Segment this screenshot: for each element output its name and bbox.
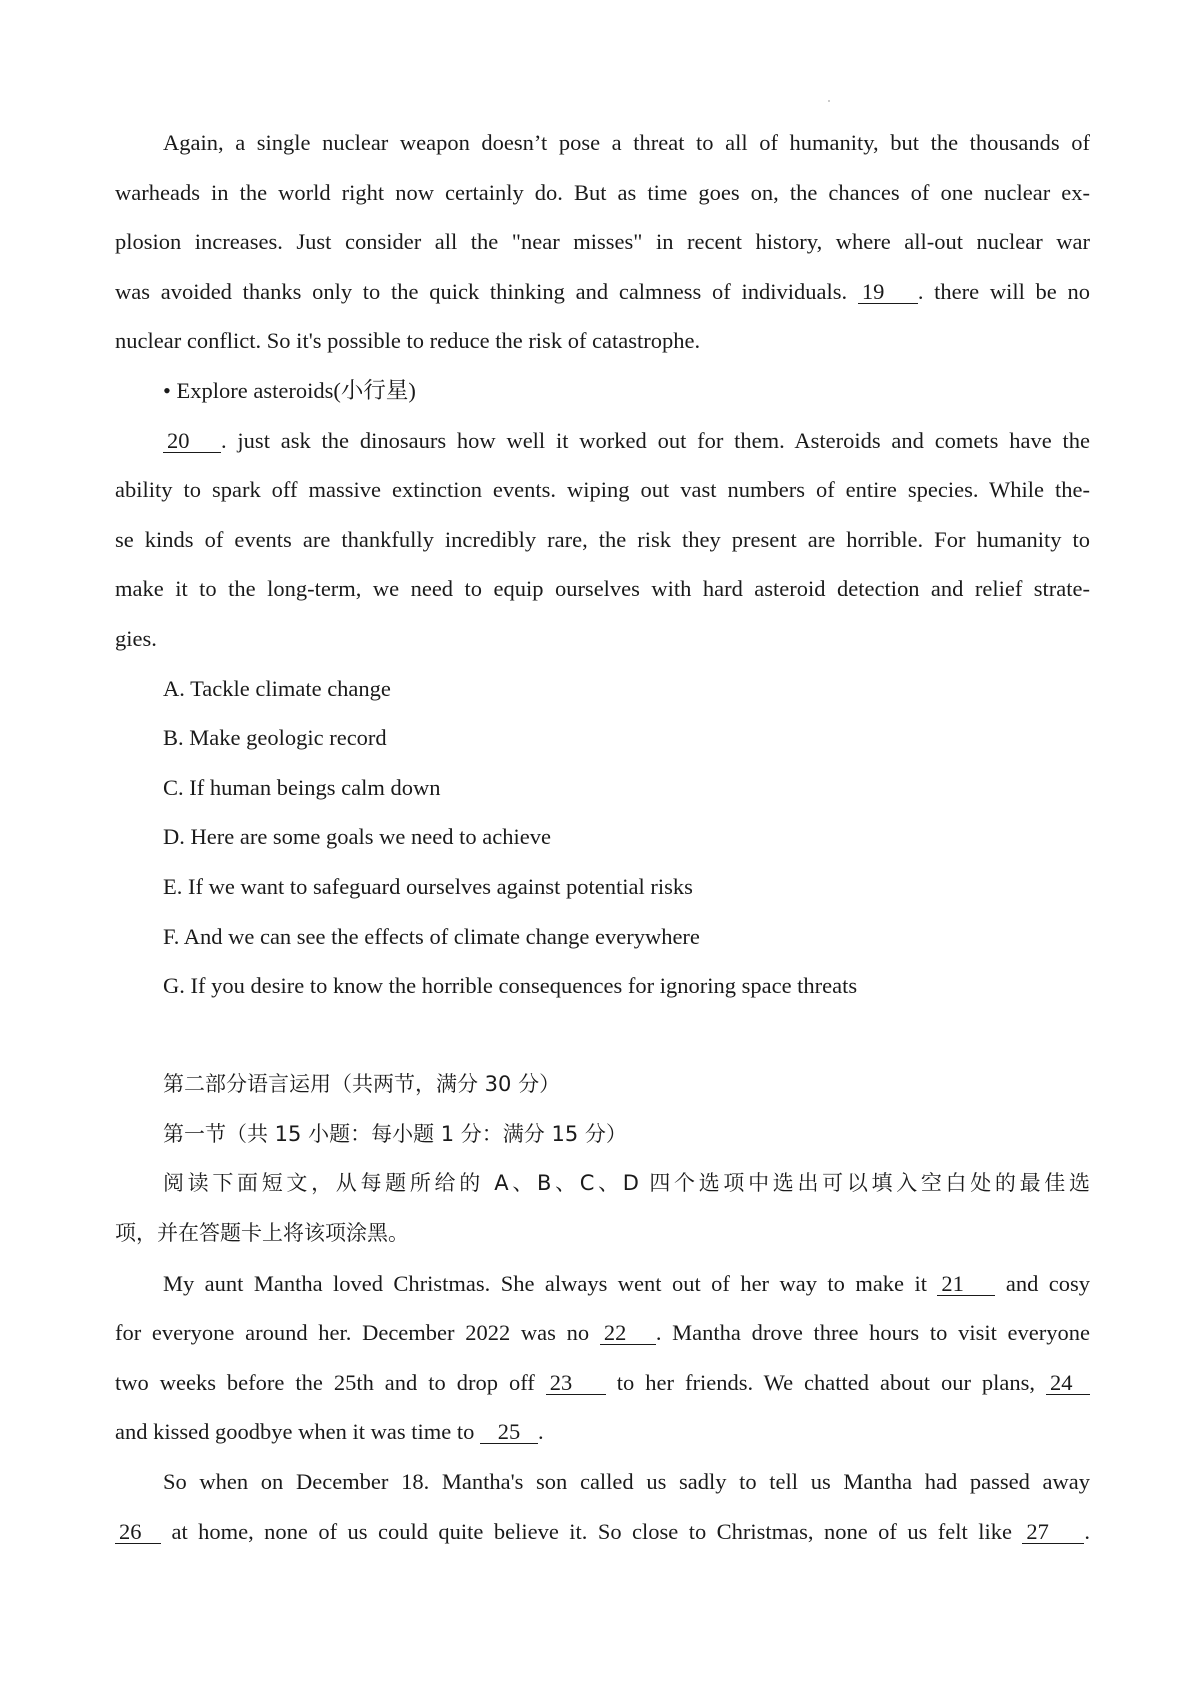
paragraph-1-line-5: nuclear conflict. So it's possible to reduce the risk of catastrophe. xyxy=(115,328,701,354)
paragraph-4-line-2 xyxy=(115,1507,1090,1557)
option-f: F. And we can see the effects of climate change everywhere xyxy=(163,923,700,949)
paragraph-3-line-3 xyxy=(115,1358,1090,1408)
paragraph-3-line-1-tail: and cosy xyxy=(1005,1270,1091,1296)
spacer xyxy=(115,1011,1090,1061)
paragraph-2-line-2: ability to spark off massive extinction events. wiping out vast numbers of entire species. While the- xyxy=(115,477,1090,503)
option-b: B. Make geologic record xyxy=(163,725,387,751)
option-g: G. If you desire to know the horrible consequences for ignoring space threats xyxy=(163,973,858,999)
paragraph-2-line-1 xyxy=(115,416,1090,466)
paragraph-1-line-1: Again, a single nuclear weapon doesn’t pose a threat to all of humanity, but the thousands of xyxy=(163,130,1090,155)
paragraph-3-line-4-tail: . xyxy=(537,1419,544,1445)
instructions-line-1: 阅读下面短文，从每题所给的 A、B、C、D 四个选项中选出可以填入空白处的最佳选 xyxy=(163,1171,1090,1196)
blank-19[interactable]: 19 xyxy=(858,281,918,304)
paragraph-1-line-3: plosion increases. Just consider all the "near misses" in recent history, where all-out nuclear war xyxy=(115,229,1090,255)
exam-page xyxy=(115,118,1090,1556)
paragraph-3-line-2-tail: . Mantha drove three hours to visit everyone xyxy=(655,1320,1090,1346)
paragraph-3-line-3-tail: to her friends. We chatted about our plans, xyxy=(616,1369,1036,1395)
paragraph-4-line-2-text: at home, none of us could quite believe it. So close to Christmas, none of us felt like xyxy=(171,1518,1012,1544)
instructions-line-2: 项，并在答题卡上将该项涂黑。 xyxy=(115,1221,409,1246)
option-c: C. If human beings calm down xyxy=(163,774,441,800)
paragraph-1-line-4-tail: . there will be no xyxy=(917,278,1090,304)
option-d: D. Here are some goals we need to achieve xyxy=(163,824,551,850)
blank-22[interactable]: 22 xyxy=(600,1322,656,1345)
paragraph-3-line-4 xyxy=(115,1407,1090,1457)
paragraph-2-line-4: make it to the long-term, we need to equip ourselves with hard asteroid detection and relief strate- xyxy=(115,576,1090,602)
paragraph-2-line-5: gies. xyxy=(115,625,157,651)
option-a: A. Tackle climate change xyxy=(163,675,391,701)
paragraph-1-line-4 xyxy=(115,267,1090,317)
section-1-title: 第一节（共 15 小题：每小题 1 分：满分 15 分） xyxy=(163,1121,627,1146)
blank-24[interactable]: 24 xyxy=(1046,1372,1090,1395)
paragraph-2-line-3: se kinds of events are thankfully incredibly rare, the risk they present are horrible. For humanity to xyxy=(115,526,1090,552)
paragraph-4-line-2-tail: . xyxy=(1084,1518,1091,1544)
section-heading-asteroids: • Explore asteroids(小行星) xyxy=(163,377,416,403)
blank-21[interactable]: 21 xyxy=(937,1273,995,1296)
blank-20[interactable]: 20 xyxy=(163,430,221,453)
blank-23[interactable]: 23 xyxy=(546,1372,606,1395)
paragraph-1-line-4-text: was avoided thanks only to the quick thinking and calmness of individuals. xyxy=(115,278,848,304)
paragraph-2-line-1-text: . just ask the dinosaurs how well it worked out for them. Asteroids and comets have the xyxy=(221,427,1090,453)
paragraph-3-line-4-text: and kissed goodbye when it was time to xyxy=(115,1419,475,1445)
option-e: E. If we want to safeguard ourselves against potential risks xyxy=(163,873,693,899)
scan-speck xyxy=(828,100,830,102)
paragraph-3-line-1 xyxy=(115,1259,1090,1309)
part-2-title: 第二部分语言运用（共两节，满分 30 分） xyxy=(163,1072,561,1097)
paragraph-3-line-2 xyxy=(115,1308,1090,1358)
blank-26[interactable]: 26 xyxy=(115,1521,161,1544)
paragraph-1-line-2: warheads in the world right now certainly do. But as time goes on, the chances of one nuclear ex- xyxy=(115,179,1090,205)
paragraph-3-line-1-text: My aunt Mantha loved Christmas. She always went out of her way to make it xyxy=(163,1270,927,1296)
paragraph-3-line-2-text: for everyone around her. December 2022 was no xyxy=(115,1320,590,1346)
paragraph-3-line-3-text: two weeks before the 25th and to drop off xyxy=(115,1369,535,1395)
paragraph-4-line-1: So when on December 18. Mantha's son called us sadly to tell us Mantha had passed away xyxy=(163,1469,1090,1495)
blank-25[interactable]: 25 xyxy=(480,1421,538,1444)
blank-27[interactable]: 27 xyxy=(1022,1521,1084,1544)
